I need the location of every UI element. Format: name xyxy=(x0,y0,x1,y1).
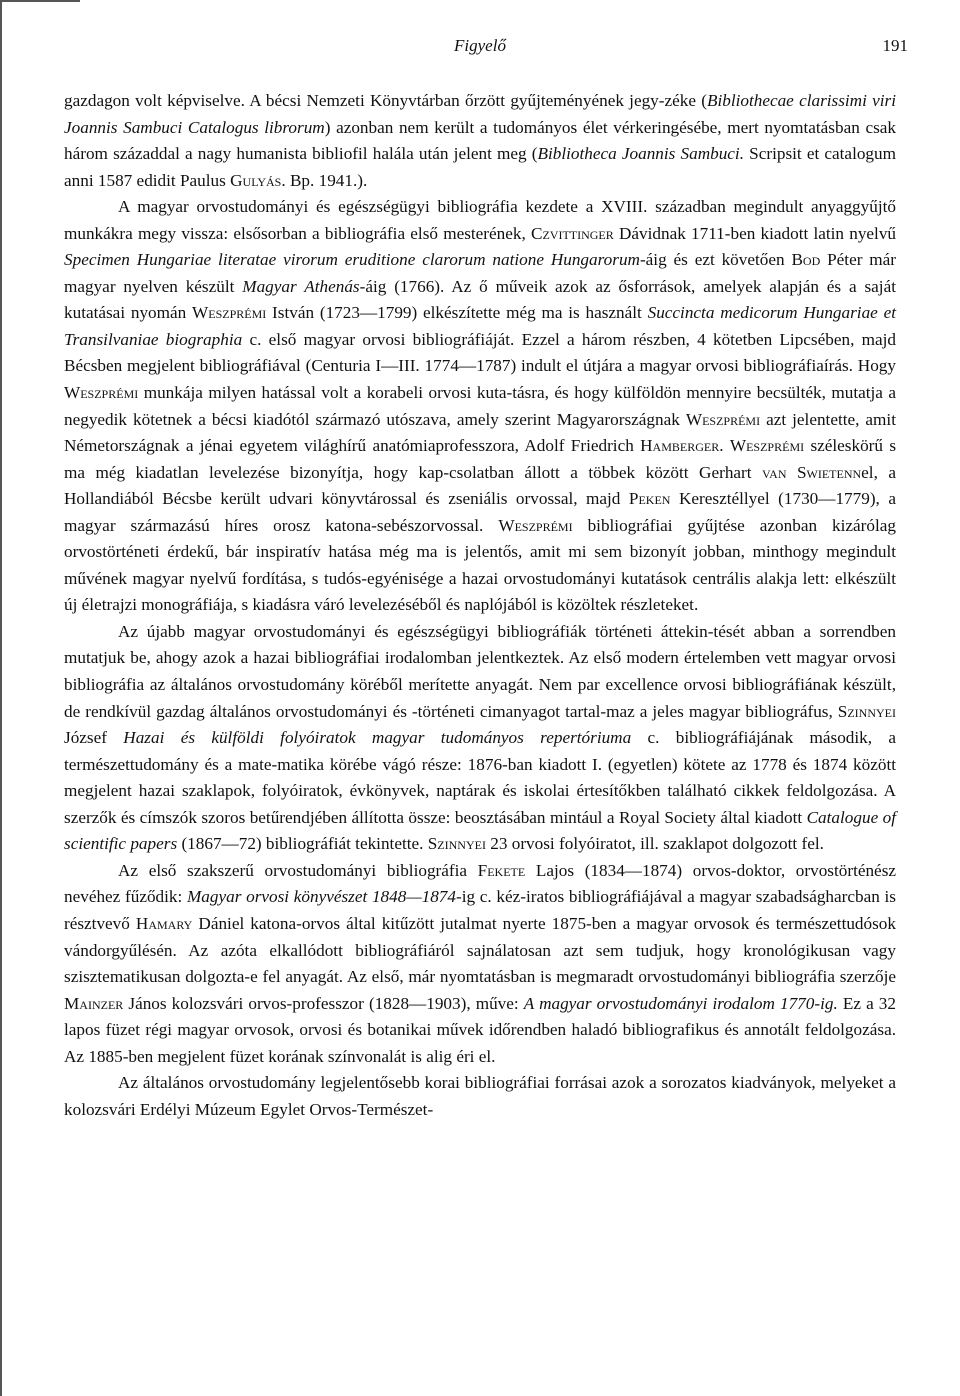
scan-edge-top xyxy=(0,0,80,2)
text-run: Dániel katona-orvos által kitűzött jutalmat nyerte 1875-ben a magyar orvosok és természettudósok vándorgyűlésén. Az azóta elkallódott bibliográfiáról sajnálatosan azt sem tudjuk, hogy kronológikusan vagy szisztematikusan dolgozta-e fel anyagát. Az első, már nyomtatásban is megmaradt orvostudományi bibliográfia szerzője xyxy=(64,913,896,987)
page-header xyxy=(0,36,960,64)
small-caps-name: Weszprémi xyxy=(685,409,761,429)
text-run: azt jelentette, amit Németországnak a jénai egyetem világhírű anatómiaprofesszora, Adolf Friedrich xyxy=(64,409,896,456)
small-caps-name: Szinnyei xyxy=(427,834,486,854)
italic-text: Specimen Hungariae literatae virorum eruditione clarorum natione Hungarorum xyxy=(64,250,640,270)
small-caps-name: Szinnyei xyxy=(837,701,896,721)
running-title: Figyelő xyxy=(454,36,506,55)
text-run: 23 orvosi folyóiratot, ill. szaklapot dolgozott fel. xyxy=(485,834,824,854)
small-caps-name: van Swietenn xyxy=(762,462,862,482)
italic-text: Bibliothecae clarissimi viri Joannis Sambuci Catalogus librorum xyxy=(64,91,896,137)
text-run: -áig és ezt követően xyxy=(639,250,792,270)
small-caps-name: Czvittinger xyxy=(530,223,614,243)
paragraph-5 xyxy=(64,1070,896,1123)
text-run: Az általános orvostudomány legjelentősebb korai bibliográfiai forrásai azok a sorozatos kiadványok, melyeket a kolozsvári Erdélyi Múzeum Egylet Orvos-Természet- xyxy=(64,1073,896,1119)
italic-text: Magyar Athenás xyxy=(242,276,360,296)
small-caps-name: Peken xyxy=(628,489,671,509)
italic-text: Magyar orvosi könyvészet 1848—1874 xyxy=(186,887,456,907)
small-caps-name: Fekete xyxy=(477,860,526,880)
text-run: József xyxy=(64,728,124,748)
small-caps-name: Bod xyxy=(791,250,821,270)
text-run: Keresztéllyel (1730—1779), a magyar származású híres orosz katona-sebészorvossal. xyxy=(64,489,896,535)
small-caps-name: Hamberger xyxy=(640,436,720,456)
page-number: 191 xyxy=(882,36,908,55)
text-run: Scripsit et catalogum anni 1587 edidit Paulus xyxy=(64,144,896,190)
text-run: bibliográfiai gyűjtése azonban kizárólag orvostörténeti érdekű, bár inspiratív hatása még ma is jelentős, amit mi sem bizonyít jobban, minthogy megindult művének magyar nyelvű fordítása, s tudós-egyénisége a hazai orvostudományi kutatások centrális alakja lett: elkészült új életrajzi monográfiája, s kiadásra váró levelezéséből és naplójából is közöltek részleteket. xyxy=(64,515,896,615)
text-run: . Bp. 1941.). xyxy=(281,170,368,190)
text-run: Ez a 32 lapos füzet régi magyar orvosok, orvosi és botanikai művek időrendben haladó bibliografikus és annotált feldolgozása. Az 1885-ben megjelent füzet korának színvonalát is alig éri el. xyxy=(64,993,896,1066)
italic-text: Catalogue of scientific papers xyxy=(64,807,897,854)
text-run: el, a Hollandiából Bécsbe került udvari könyvtárossal és zseniális orvossal, majd xyxy=(64,462,896,509)
italic-text: Bibliotheca Joannis Sambuci. xyxy=(537,144,744,164)
text-run: -ig c. kéz-iratos bibliográfiájával a magyar szabadságharcban is résztvevő xyxy=(64,887,896,933)
paragraph-4 xyxy=(64,858,896,1070)
text-run: -áig (1766). Az ő műveik azok az ősforrások, amelyek alapján és a saját kutatásai nyomán xyxy=(64,276,896,323)
body-text xyxy=(64,88,896,1123)
text-run: István (1723—1799) elkészítette még ma is használt xyxy=(266,303,648,323)
small-caps-name: Gulyás xyxy=(230,170,282,190)
italic-text: Succincta medicorum Hungariae et Transilvaniae biographia xyxy=(64,303,896,349)
text-run: c. bibliográfiájának második, a természettudomány és a mate-matika körébe vágó része: 1876-ban kiadott I. (egyetlen) kötete az 1778 és 1874 között megjelent hazai szaklapok, folyóiratok, évkönyvek, naptárak és iskolai értesítőkben található cikkek feldolgozása. A szerzők és címszók szoros betűrendjében állította össze: beosztásában mintául a Royal Society által kiadott xyxy=(64,728,897,827)
italic-text: Hazai és külföldi folyóiratok magyar tudományos repertóriuma xyxy=(123,728,632,748)
small-caps-name: Weszprémi xyxy=(729,436,805,456)
small-caps-name: Mainzer xyxy=(64,993,124,1013)
paragraph-3 xyxy=(64,619,896,858)
text-run: Az első szakszerű orvostudományi bibliográfia xyxy=(118,860,478,880)
text-run: Az újabb magyar orvostudományi és egészségügyi bibliográfiák történeti áttekin-tését abban a sorrendben mutatjuk be, ahogy azok a hazai bibliográfiai irodalomban jelentkeztek. Az első modern értelemben vett magyar orvosi bibliográfia az általános orvostudomány köréből merítette anyagát. Nem par excellence orvosi bibliográfiának készült, de rendkívül gazdag általános orvostudományi és -történeti cimanyagot tartal-maz a jeles magyar bibliográfus, xyxy=(64,621,896,721)
text-run: széleskörű s ma még kiadatlan levelezése bizonyítja, hogy kap-csolatban állott a többek között Gerhart xyxy=(64,436,897,482)
text-run: . xyxy=(719,436,730,456)
scan-edge-left xyxy=(0,0,2,1396)
text-run: gazdagon volt képviselve. A bécsi Nemzeti Könyvtárban őrzött gyűjteményének jegy-zéke ( xyxy=(64,91,707,110)
text-run: Dávidnak 1711-ben kiadott latin nyelvű xyxy=(613,223,897,243)
small-caps-name: Weszprémi xyxy=(64,383,139,403)
small-caps-name: Weszprémi xyxy=(498,515,573,535)
text-run: A magyar orvostudományi és egészségügyi bibliográfia kezdete a XVIII. században megindult anyaggyűjtő munkákra megy vissza: elsősorban a bibliográfia első mesterének, xyxy=(64,197,896,243)
text-run: János kolozsvári orvos-professzor (1828—1903), műve: xyxy=(123,993,524,1013)
text-run: munkája milyen hatással volt a korabeli orvosi kuta-tásra, és hogy külföldön mennyire becsülték, mutatja a negyedik kötetnek a bécsi kiadótól származó utószava, amely szerint Magyarországnak xyxy=(64,383,896,429)
paragraph-2 xyxy=(64,194,896,619)
text-run: Péter már magyar nyelven készült xyxy=(64,250,896,296)
text-run: c. első magyar orvosi bibliográfiáját. Ezzel a három részben, 4 kötetben Lipcsében, majd Bécsben megjelent bibliográfiával (Centuria I—III. 1774—1787) indult el útjára a magyar orvosi bibliográfiaírás. Hogy xyxy=(64,329,896,376)
small-caps-name: Weszprémi xyxy=(192,303,267,323)
text-run: ) azonban nem került a tudományos élet vérkeringésébe, mert nyomtatásban csak három századdal a nagy humanista bibliofil halála után jelent meg ( xyxy=(64,117,896,164)
text-run: Lajos (1834—1874) orvos-doktor, orvostörténész nevéhez fűződik: xyxy=(64,860,897,907)
text-run: (1867—72) bibliográfiát tekintette. xyxy=(177,834,428,854)
paragraph-1 xyxy=(64,88,896,194)
small-caps-name: Hamary xyxy=(135,913,193,933)
italic-text: A magyar orvostudományi irodalom 1770-ig. xyxy=(523,993,838,1013)
